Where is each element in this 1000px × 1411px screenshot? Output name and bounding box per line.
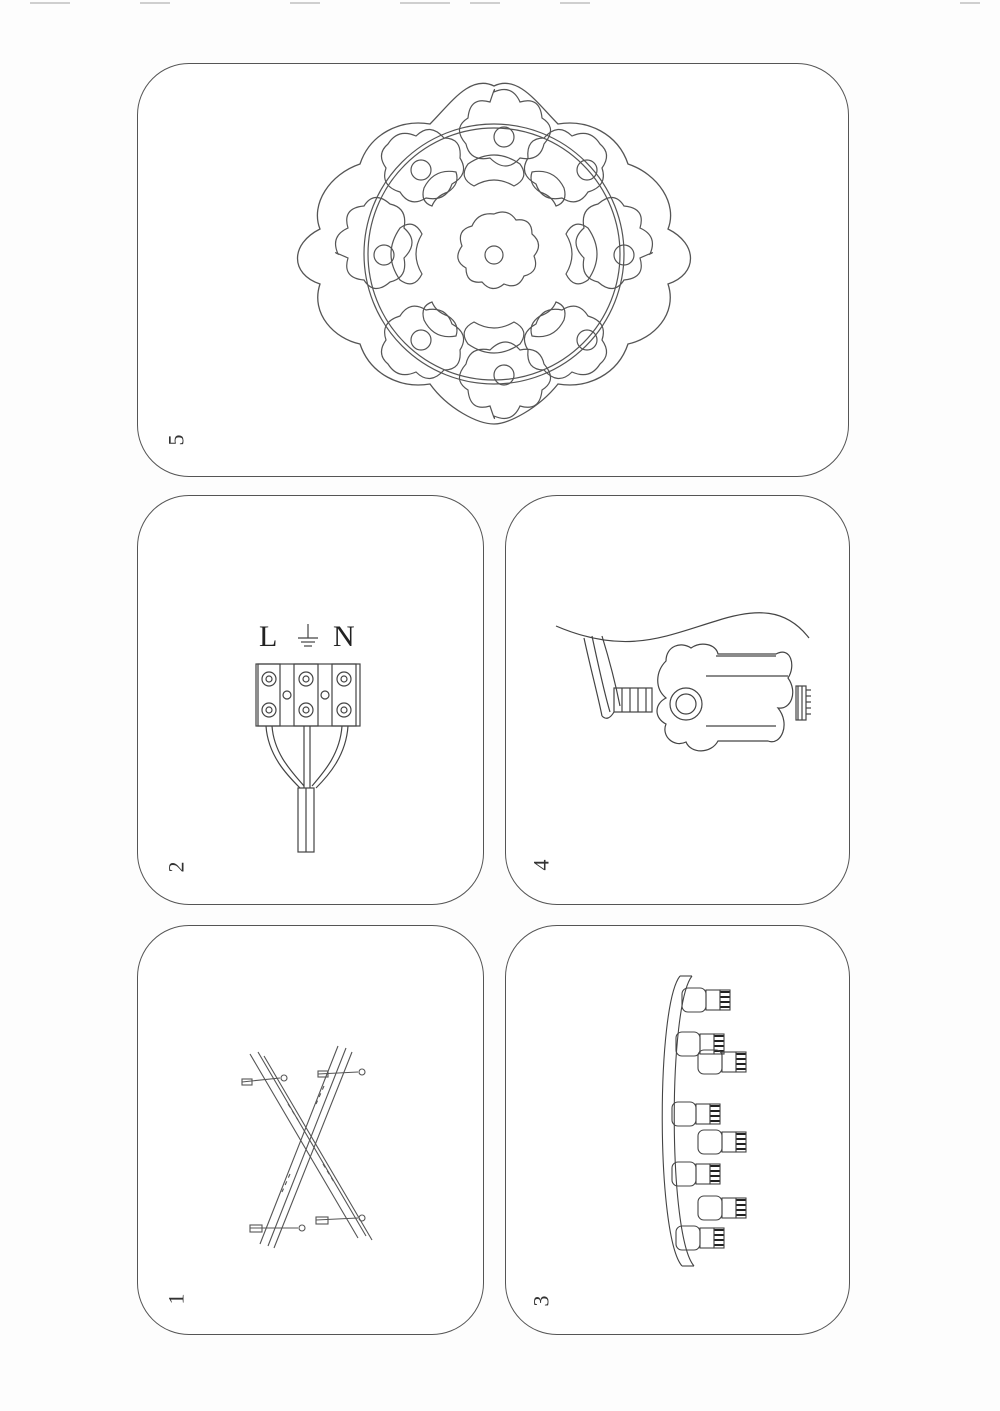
canopy-ring [364,124,624,384]
scan-mark [400,2,450,4]
bulb-socket [672,1102,720,1126]
mounting-bar-2 [260,1046,352,1248]
wires [266,726,348,852]
step-5-panel [137,63,849,477]
bulb-socket [698,1196,746,1220]
neutral-label: N [333,620,355,653]
bulb-socket [698,1130,746,1154]
bulb-socket [614,688,652,712]
bulb-socket [676,1032,724,1056]
scan-mark [290,2,320,4]
step-1-panel [137,925,484,1335]
step-1-number: 1 [163,1293,189,1305]
socket-layer [506,926,851,1336]
inner-petal-cutouts [391,155,597,353]
bulb-socket [672,1162,720,1186]
scan-mark [470,2,500,4]
flower-canopy-drawing [138,64,850,478]
scan-mark [140,2,170,4]
threaded-tip [796,686,811,720]
step-3-number: 3 [528,1295,554,1307]
terminal-block [256,664,360,726]
scan-mark [960,2,980,4]
cross-bracket-drawing [138,926,485,1336]
screws [242,1069,365,1232]
step-5-number: 5 [163,434,189,446]
terminal-block-drawing [138,496,485,906]
live-label: L [259,620,278,653]
step-4-panel [505,495,850,905]
mounting-bar-1 [250,1052,372,1240]
bulb-socket [676,1226,724,1250]
step-2-panel [137,495,484,905]
step-4-number: 4 [528,859,554,871]
scan-mark [560,2,590,4]
scan-mark [30,2,70,4]
step-2-number: 2 [163,861,189,873]
bulb-socket [682,988,730,1012]
step-3-panel [505,925,850,1335]
center-piece [458,212,539,289]
lamp-holder-drawing [506,496,851,906]
glass-shade [657,644,793,751]
ground-symbol-icon [298,624,318,646]
